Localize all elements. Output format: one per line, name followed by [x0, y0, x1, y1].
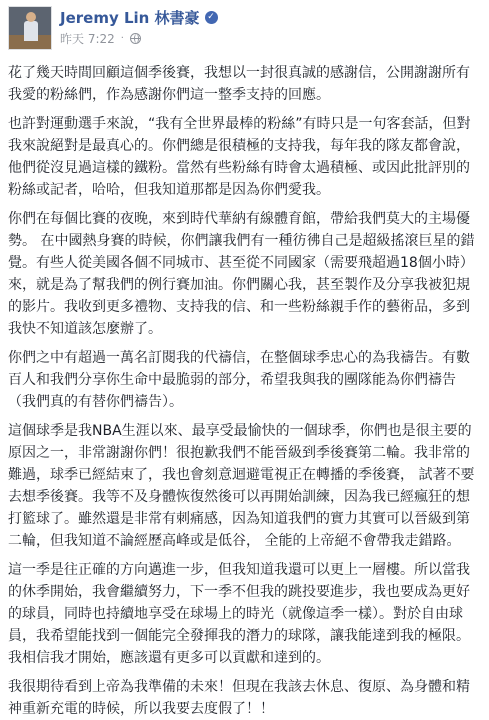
globe-icon[interactable]: [130, 33, 141, 44]
verified-badge-icon: ✓: [205, 11, 218, 24]
post-timestamp[interactable]: 昨天 7:22: [60, 31, 115, 46]
post-meta: [60, 30, 141, 46]
post-paragraph: 你們之中有超過一萬名訂閱我的代禱信，在整個球季忠心的為我禱告。有數百人和我們分享你生命中最脆弱的部分，希望我與我的團隊能為你們禱告（我們真的有替你們禱告）。: [8, 350, 470, 410]
post-paragraph: 我很期待看到上帝為我準備的未來！但現在我該去休息、復原、為身體和精神重新充電的時候，所以我要去度假了！！: [8, 679, 470, 717]
post-paragraph: 花了幾天時間回顧這個季後賽，我想以一封很真誠的感謝信，公開謝謝所有我愛的粉絲們，作為感謝你們這一整季支持的回應。: [8, 65, 470, 103]
post-body: [8, 62, 481, 720]
post-paragraph: 這個球季是我NBA生涯以來、最享受最愉快的一個球季，你們也是很主要的原因之一，非常謝謝你們！很抱歉我們不能晉級到季後賽第二輪。我非常的難過，球季已經結束了，我也會刻意迴避電視正在轉播的季後賽， 試著不要去想季後賽。我等不及身體恢復然後可以再開始訓練，因為我已經瘋狂的想打籃球了。雖然還是非常有刺痛感，因為知道我們的實力其實可以晉級到第二輪，但我知道不論經歷高峰或是低谷， 全能的上帝絕不會帶我走錯路。: [8, 423, 475, 549]
post-paragraph: 這一季是往正確的方向邁進一步，但我知道我還可以更上一層樓。所以當我的休季開始，我會繼續努力，下一季不但我的跳投要進步，我也要成為更好的球員，同時也持續地享受在球場上的時光（就像這季一樣）。對於自由球員，我希望能找到一個能完全發揮我的潛力的球隊，讓我能達到我的極限。我相信我才開始，應該還有更多可以貢獻和達到的。: [8, 562, 470, 666]
author-name[interactable]: Jeremy Lin 林書豪: [60, 8, 200, 27]
post-paragraph: 你們在每個比賽的夜晚，來到時代華納有線體育館，帶給我們莫大的主場優勢。 在中國熱身賽的時候，你們讓我們有一種彷彿自己是超級搖滾巨星的錯覺。有些人從美國各個不同城市、甚至從不同國家（需要飛超過18個小時）來，就是為了幫我們的例行賽加油。你們關心我，甚至製作及分享我被犯規的影片。我收到更多禮物、支持我的信、和一些粉絲親手作的藝術品，多到我快不知道該怎麼辦了。: [8, 211, 475, 337]
author-row: [60, 7, 218, 27]
post-paragraph: 也許對運動選手來說，“我有全世界最棒的粉絲”有時只是一句客套話，但對我來說絕對是最真心的。你們總是很積極的支持我，每年我的隊友都會說，他們從沒見過這樣的鐵粉。當然有些粉絲有時會太過積極、或因此批評別的粉絲或記者，哈哈，但我知道那都是因為你們愛我。: [8, 116, 471, 198]
post-header: [8, 6, 478, 52]
profile-avatar[interactable]: [8, 6, 52, 50]
meta-separator: ·: [120, 32, 124, 44]
